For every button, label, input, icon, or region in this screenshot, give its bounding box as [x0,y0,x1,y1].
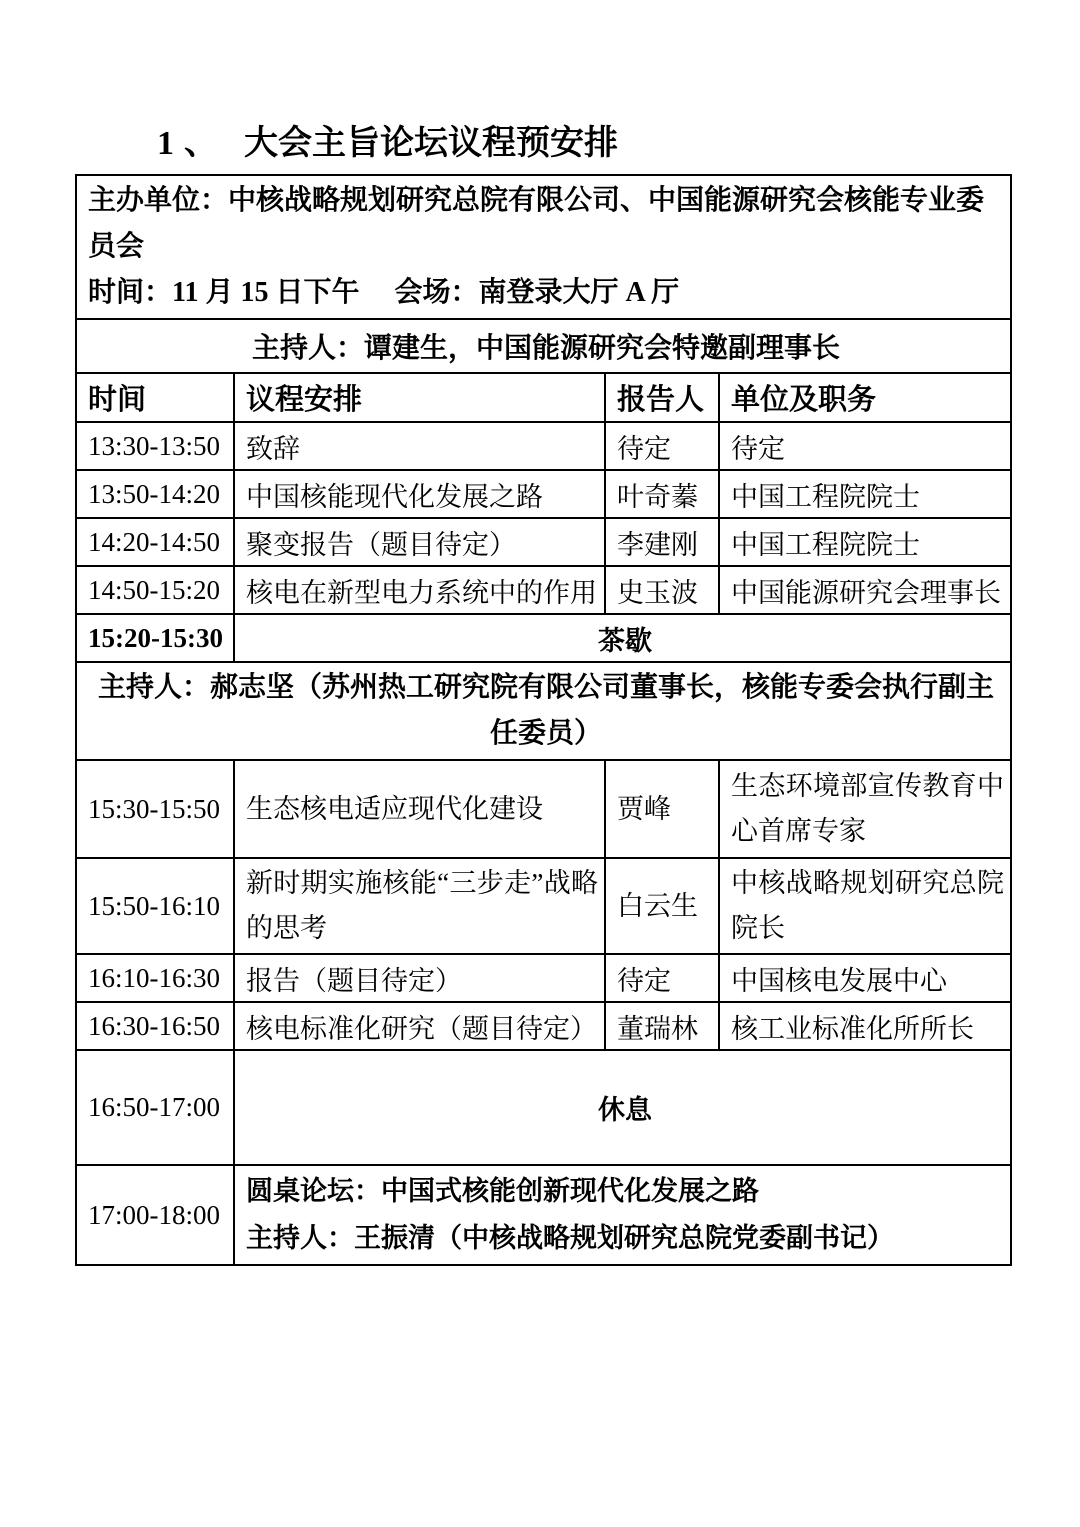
info-cell [76,175,1011,319]
column-header-time: 时间 [76,373,234,422]
rest-break-label: 休息 [234,1050,1011,1165]
cell-unit: 中国能源研究会理事长 [719,566,1011,614]
cell-time: 13:30-13:50 [76,422,234,470]
time-venue-line: 时间：11 月 15 日下午 会场：南登录大厅 A 厅 [88,277,680,308]
cell-agenda: 核电在新型电力系统中的作用 [234,566,605,614]
roundtable-moderator: 主持人：王振清（中核战略规划研究总院党委副书记） [246,1223,894,1253]
table-row [76,518,1011,566]
cell-time: 16:50-17:00 [76,1050,234,1165]
cell-unit: 中国工程院院士 [719,518,1011,566]
cell-speaker: 白云生 [605,858,719,954]
table-row [76,760,1011,858]
cell-time: 16:30-16:50 [76,1002,234,1050]
table-row-moderator-2 [76,662,1011,760]
table-row-tea-break [76,614,1011,662]
cell-speaker: 李建刚 [605,518,719,566]
agenda-table [75,174,1012,1266]
table-header-row [76,373,1011,422]
cell-time: 14:50-15:20 [76,566,234,614]
cell-speaker: 贾峰 [605,760,719,858]
cell-speaker: 待定 [605,422,719,470]
cell-time: 15:50-16:10 [76,858,234,954]
cell-time: 15:30-15:50 [76,760,234,858]
page-title [157,124,1080,164]
cell-unit: 待定 [719,422,1011,470]
cell-agenda: 中国核能现代化发展之路 [234,470,605,518]
cell-agenda: 报告（题目待定） [234,954,605,1002]
table-row-moderator-1 [76,319,1011,373]
cell-agenda: 生态核电适应现代化建设 [234,760,605,858]
column-header-unit: 单位及职务 [719,373,1011,422]
cell-speaker: 史玉波 [605,566,719,614]
tea-break-label: 茶歇 [234,614,1011,662]
cell-speaker: 董瑞林 [605,1002,719,1050]
cell-speaker: 叶奇蓁 [605,470,719,518]
roundtable-topic: 圆桌论坛：中国式核能创新现代化发展之路 [246,1176,759,1206]
cell-time: 15:20-15:30 [76,614,234,662]
cell-unit: 核工业标准化所所长 [719,1002,1011,1050]
cell-time: 14:20-14:50 [76,518,234,566]
title-number: 1、 [157,125,228,162]
cell-unit: 中国核电发展中心 [719,954,1011,1002]
cell-unit: 中国工程院院士 [719,470,1011,518]
table-row [76,1002,1011,1050]
table-row [76,858,1011,954]
table-row [76,422,1011,470]
table-row [76,566,1011,614]
table-row-roundtable [76,1165,1011,1265]
cell-unit: 生态环境部宣传教育中心首席专家 [719,760,1011,858]
table-row [76,470,1011,518]
moderator-1-cell: 主持人：谭建生，中国能源研究会特邀副理事长 [76,319,1011,373]
cell-agenda: 致辞 [234,422,605,470]
cell-unit: 中核战略规划研究总院院长 [719,858,1011,954]
cell-time: 16:10-16:30 [76,954,234,1002]
cell-time: 13:50-14:20 [76,470,234,518]
moderator-2-cell: 主持人：郝志坚（苏州热工研究院有限公司董事长，核能专委会执行副主任委员） [76,662,1011,760]
title-text: 大会主旨论坛议程预安排 [244,125,618,162]
cell-time: 17:00-18:00 [76,1165,234,1265]
cell-agenda: 新时期实施核能“三步走”战略的思考 [234,858,605,954]
column-header-speaker: 报告人 [605,373,719,422]
table-row-info [76,175,1011,319]
column-header-agenda: 议程安排 [234,373,605,422]
table-row [76,954,1011,1002]
cell-speaker: 待定 [605,954,719,1002]
cell-agenda: 聚变报告（题目待定） [234,518,605,566]
table-row-rest-break [76,1050,1011,1165]
cell-agenda: 核电标准化研究（题目待定） [234,1002,605,1050]
roundtable-cell [234,1165,1011,1265]
organizer-line: 主办单位：中核战略规划研究总院有限公司、中国能源研究会核能专业委员会 [88,185,985,262]
